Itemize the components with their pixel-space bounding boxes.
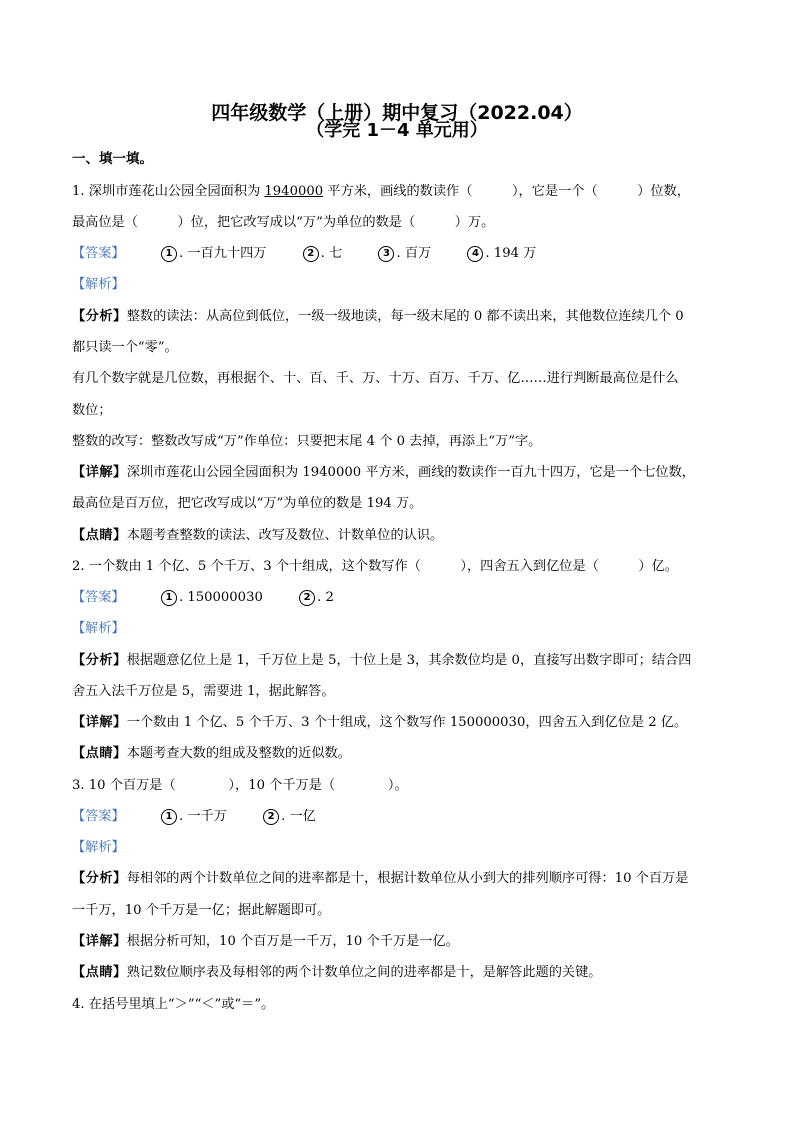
q3-analyze-2: 一千万，10 个千万是一亿；据此解题即可。 (72, 903, 331, 918)
answer-label: 【答案】 (72, 809, 125, 824)
q2-detail: 【详解】一个数由 1 个亿、5 个千万、3 个十组成，这个数写作 150000030，四舍五入到亿位是 2 亿。 (72, 715, 688, 730)
circle-number-icon: 3 (378, 246, 394, 262)
answer-label: 【答案】 (72, 590, 125, 605)
q1-text: 平方米，画线的数读作（ ），它是一个（ ）位数， (323, 184, 690, 199)
answer-item: 1 . 150000030 (161, 590, 263, 605)
answer-item: 1 . 一百九十四万 (161, 246, 267, 261)
analysis-heading: 【解析】 (72, 277, 125, 292)
circle-number-icon: 2 (299, 590, 315, 606)
analysis-heading: 【解析】 (72, 621, 125, 636)
q4-line-1: 4. 在括号里填上“＞”“＜”或“＝”。 (72, 997, 275, 1012)
page-subtitle: （学完 1－4 单元用） (306, 120, 488, 141)
q3-line-1: 3. 10 个百万是（ ），10 个千万是（ ）。 (72, 778, 408, 793)
circle-number-icon: 1 (161, 246, 177, 262)
q1-text: 1. 深圳市莲花山公园全园面积为 (72, 184, 265, 199)
comment-label: 【点睛】 (72, 965, 127, 980)
analyze-label: 【分析】 (72, 871, 127, 886)
q1-line-1 (72, 183, 690, 201)
analyze-label: 【分析】 (72, 309, 127, 324)
circle-number-icon: 1 (161, 590, 177, 606)
detail-label: 【详解】 (72, 715, 127, 730)
q3-comment: 【点睛】熟记数位顺序表及每相邻的两个计数单位之间的进率都是十，是解答此题的关键。 (72, 965, 602, 980)
q2-comment: 【点睛】本题考查大数的组成及整数的近似数。 (72, 746, 351, 761)
q1-analyze-4: 数位； (72, 403, 112, 418)
q3-answer (72, 808, 316, 826)
answer-item: 2 . 一亿 (263, 809, 316, 824)
analysis-heading: 【解析】 (72, 840, 125, 855)
answer-item: 3 . 百万 (378, 246, 431, 261)
circle-number-icon: 2 (303, 246, 319, 262)
q1-detail-1: 【详解】深圳市莲花山公园全园面积为 1940000 平方米，画线的数读作一百九十四万，它是一个七位数， (72, 465, 695, 480)
q1-comment: 【点睛】本题考查整数的读法、改写及数位、计数单位的认识。 (72, 528, 444, 543)
comment-label: 【点睛】 (72, 528, 127, 543)
q1-analyze-1: 【分析】整数的读法：从高位到低位，一级一级地读，每一级末尾的 0 都不读出来，其他数位连续几个 0 (72, 309, 684, 324)
answer-label: 【答案】 (72, 246, 125, 261)
answer-item: 1 . 一千万 (161, 809, 227, 824)
comment-label: 【点睛】 (72, 746, 127, 761)
q1-analyze-5: 整数的改写：整数改写成“万”作单位：只要把末尾 4 个 0 去掉，再添上“万”字。 (72, 434, 542, 449)
q1-answer (72, 245, 536, 263)
q1-line-2: 最高位是（ ）位，把它改写成以“万”为单位的数是（ ）万。 (72, 215, 495, 230)
q2-answer (72, 589, 334, 607)
q1-underlined-number: 1940000 (264, 184, 324, 199)
detail-label: 【详解】 (72, 934, 127, 949)
q2-line-1: 2. 一个数由 1 个亿、5 个千万、3 个十组成，这个数写作（ ），四舍五入到亿位是（ ）亿。 (72, 559, 678, 574)
circle-number-icon: 4 (467, 246, 483, 262)
section-heading: 一、填一填。 (72, 151, 153, 167)
q2-analyze-2: 舍五入法千万位是 5，需要进 1，据此解答。 (72, 684, 335, 699)
analyze-label: 【分析】 (72, 653, 127, 668)
answer-item: 2 . 2 (299, 590, 334, 605)
circle-number-icon: 2 (263, 809, 279, 825)
q3-analyze-1: 【分析】每相邻的两个计数单位之间的进率都是十，根据计数单位从小到大的排列顺序可得：10 个百万是 (72, 871, 689, 886)
answer-item: 4 . 194 万 (467, 246, 536, 261)
q2-analyze-1: 【分析】根据题意亿位上是 1，千万位上是 5，十位上是 3，其余数位均是 0，直接写出数字即可；结合四 (72, 653, 692, 668)
q1-analyze-3: 有几个数字就是几位数，再根据个、十、百、千、万、十万、百万、千万、亿……进行判断最高位是什么 (72, 371, 679, 386)
detail-label: 【详解】 (72, 465, 127, 480)
page-title: 四年级数学（上册）期中复习（2022.04） (211, 102, 583, 124)
q1-analyze-2: 都只读一个“零”。 (72, 340, 178, 355)
q1-detail-2: 最高位是百万位，把它改写成以“万”为单位的数是 194 万。 (72, 496, 423, 511)
circle-number-icon: 1 (161, 809, 177, 825)
q3-detail: 【详解】根据分析可知，10 个百万是一千万，10 个千万是一亿。 (72, 934, 459, 949)
answer-item: 2 . 七 (303, 246, 343, 261)
